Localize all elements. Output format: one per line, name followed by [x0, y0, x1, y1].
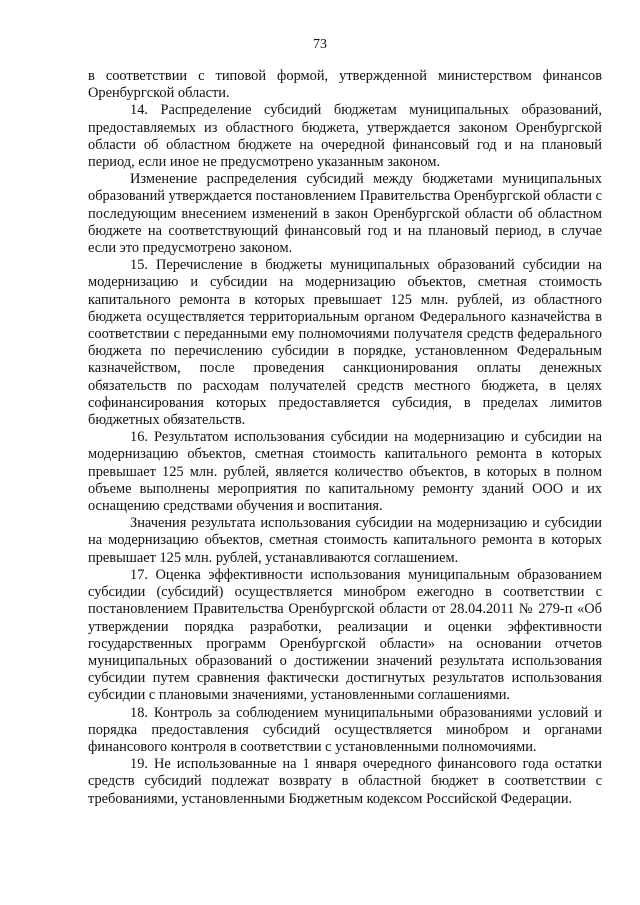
paragraph-14: 14. Распределение субсидий бюджетам муниципальных образований, предоставляемых из областного бюджета, утверждается законом Оренбургской области об областном бюджете на очередной финансовый год и на плановый период, если иное не предусмотрено указанным законом. — [88, 102, 602, 171]
paragraph-19: 19. Не использованные на 1 января очередного финансового года остатки средств субсидий подлежат возврату в областной бюджет в соответствии с требованиями, установленными Бюджетным кодексом Российской Федерации. — [88, 756, 602, 807]
page-number: 73 — [313, 37, 327, 52]
paragraph-intro-continuation: в соответствии с типовой формой, утвержденной министерством финансов Оренбургской области. — [88, 68, 602, 102]
document-body — [88, 68, 602, 808]
paragraph-16-values: Значения результата использования субсидии на модернизацию и субсидии на модернизацию объектов, сметная стоимость капитального ремонта в которых превышает 125 млн. рублей, устанавливаются соглашением. — [88, 515, 602, 566]
paragraph-17: 17. Оценка эффективности использования муниципальным образованием субсидии (субсидий) осуществляется минобром ежегодно в соответствии с постановлением Правительства Оренбургской области от 28.04.2011 № 279-п «Об утверждении порядка разработки, реализации и оценки эффективности государственных программ Оренбургской области» на основании отчетов муниципальных образований о достижении значений результата использования субсидии путем сравнения фактически достигнутых результатов использования субсидии с плановыми значениями, установленными соглашениями. — [88, 566, 602, 704]
paragraph-14-change: Изменение распределения субсидий между бюджетами муниципальных образований утверждается постановлением Правительства Оренбургской области с последующим внесением изменений в закон Оренбургской области об областном бюджете на соответствующий финансовый год и на плановый период, в случае если это предусмотрено законом. — [88, 171, 602, 257]
paragraph-15: 15. Перечисление в бюджеты муниципальных образований субсидии на модернизацию и субсидии на модернизацию объектов, сметная стоимость капитального ремонта в которых превышает 125 млн. рублей, из областного бюджета осуществляется территориальным органом Федерального казначейства в соответствии с переданными ему полномочиями получателя средств федерального бюджета по перечислению субсидии в порядке, установленном Федеральным казначейством, после проведения санкционирования оплаты денежных обязательств по расходам получателей средств местного бюджета, в целях софинансирования которых предоставляется субсидия, в пределах лимитов бюджетных обязательств. — [88, 257, 602, 429]
paragraph-16: 16. Результатом использования субсидии на модернизацию и субсидии на модернизацию объектов, сметная стоимость капитального ремонта в которых превышает 125 млн. рублей, является количество объектов, в которых в полном объеме выполнены мероприятия по капитальному ремонту зданий ООО и их оснащению средствами обучения и воспитания. — [88, 429, 602, 515]
paragraph-18: 18. Контроль за соблюдением муниципальными образованиями условий и порядка предоставления субсидий осуществляется минобром и органами финансового контроля в соответствии с установленными полномочиями. — [88, 704, 602, 755]
